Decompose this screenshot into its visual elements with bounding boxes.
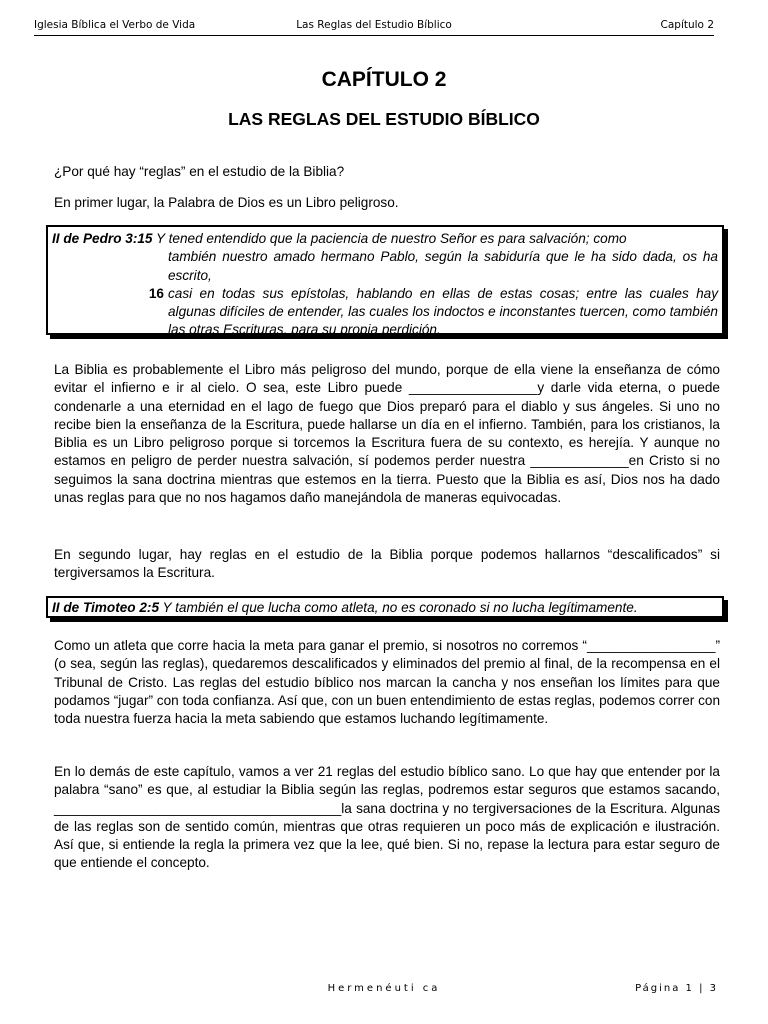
header-document-title: Las Reglas del Estudio Bíblico [296,19,452,31]
verse-line-15 [52,230,718,248]
paragraph-athlete: Como un atleta que corre hacia la meta para ganar el premio, si nosotros no corremos “_________________” (o sea, según las reglas), quedaremos descalificados y eliminados del premio al final, de la recompensa en el Tribunal de Cristo. Las reglas del estudio bíblico nos marcan la cancha y nos enseñan los límites para que podamos “jugar” con toda confianza. Así que, con un buen entendimiento de estas reglas, podemos correr con toda nuestra fuerza hacia la meta sabiendo que estamos luchando legítimamente. [54,638,720,727]
chapter-subtitle: LAS REGLAS DEL ESTUDIO BÍBLICO [228,109,540,129]
footer-page-number: Página 1 | 3 [635,983,718,994]
verse-15-continuation [52,248,718,285]
page-header [34,19,714,36]
verse-box-2-peter [46,225,724,338]
paragraph-second-reason: En segundo lugar, hay reglas en el estudio de la Biblia porque podemos hallarnos “descalificados” si tergiversamos la Escritura. [54,547,720,581]
verse-box-2-timothy [46,596,724,618]
verse-15-start: Y tened entendido que la paciencia de nuestro Señor es para salvación; como [156,231,627,246]
chapter-heading: CAPÍTULO 2 [321,68,447,91]
intro-question: ¿Por qué hay “reglas” en el estudio de la Biblia? [54,164,345,179]
header-church-name: Iglesia Bíblica el Verbo de Vida [34,19,196,31]
verse-line-16 [52,285,718,340]
page-footer [0,983,768,997]
paragraph-dangerous-book: La Biblia es probablemente el Libro más peligroso del mundo, porque de ella viene la enseñanza de cómo evitar el infierno e ir al cielo. O sea, este Libro puede _________________y darle vida eterna, o puede condenarle a una eternidad en el lago de fuego que Dios preparó para el diablo y sus ángeles. Si uno no recibe bien la enseñanza de la Escritura, puede hallarse un día en el infierno. También, para los cristianos, la Biblia es un Libro peligroso porque si torcemos la Escritura fuera de su contexto, es herejía. Y aunque no estamos en peligro de perder nuestra salvación, sí podemos perder nuestra _____________en Cristo si no seguimos la sana doctrina mientras que estemos en la tierra. Puesto que la Biblia es así, Dios nos ha dado unas reglas para que no nos hagamos daño manejándola de maneras equivocadas. [54,362,720,506]
verse-16-text: casi en todas sus epístolas, hablando en ellas de estas cosas; entre las cuales hay algunas difíciles de entender, las cuales los indoctos e inconstantes tuercen, como también las otras Escrituras, para su propia perdición. [168,285,718,338]
intro-first-point: En primer lugar, la Palabra de Dios es un Libro peligroso. [54,195,399,210]
header-chapter: Capítulo 2 [660,19,714,31]
paragraph-21-rules: En lo demás de este capítulo, vamos a ver 21 reglas del estudio bíblico sano. Lo que hay que entender por la palabra “sano” es que, al estudiar la Biblia según las reglas, podremos estar seguros que estamos sacando, ______________________________________la sana doctrina y no tergiversaciones de la Escritura. Algunas de las reglas son de sentido común, mientras que otras requieren un poco más de explicación e ilustración. Así que, si entiende la regla la primera vez que la lee, qué bien. Si no, repase la lectura para estar seguro de que entiende el concepto. [54,764,720,871]
verse-15-rest: también nuestro amado hermano Pablo, según la sabiduría que le ha sido dada, os ha escrito, [168,249,718,283]
verse-reference: II de Timoteo 2:5 [52,600,160,615]
footer-subject: Hermenéuti ca [327,983,441,994]
verse-reference: II de Pedro 3:15 [52,231,153,246]
verse-text: Y también el que lucha como atleta, no es coronado si no lucha legítimamente. [162,600,638,615]
verse-number-16: 16 [148,285,164,301]
